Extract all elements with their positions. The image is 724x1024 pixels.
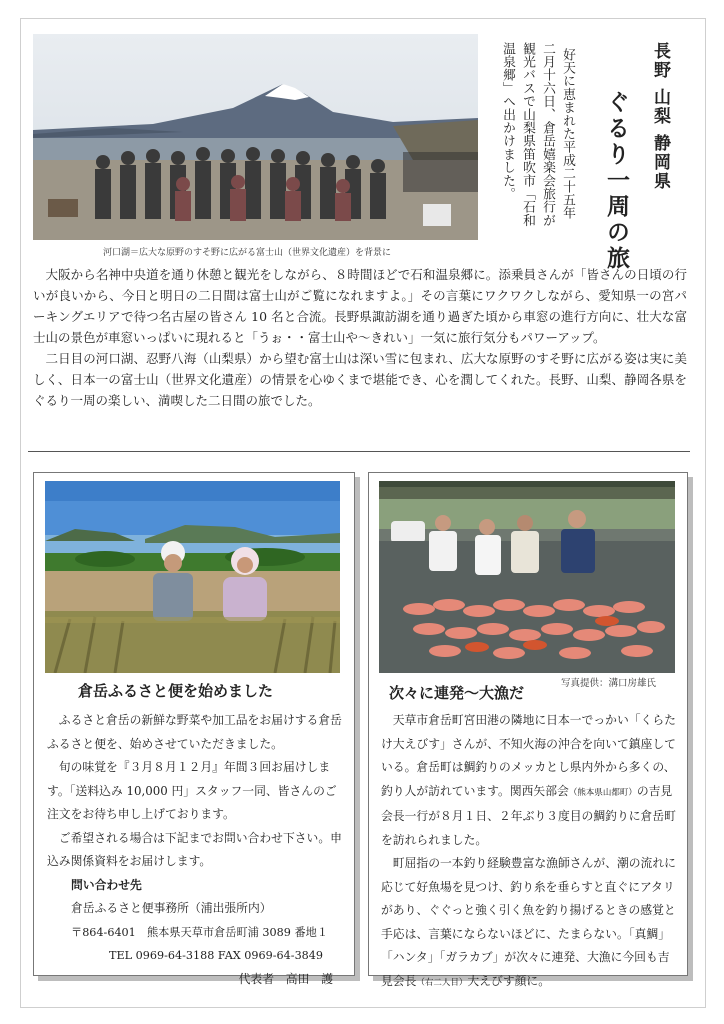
fishing-paragraph-1 — [381, 709, 677, 852]
furusato-paragraph-2: 旬の味覚を『３月８月１２月』年間３回お届けします。「送料込み 10,000 円」スタッフ一同、皆さんのご注文をお待ち申し上げております。 — [47, 760, 337, 821]
intro-line-1: 好天に恵まれた平成二十五年 — [560, 48, 575, 220]
fishing-p2-b: 大えびす顔に。 — [467, 973, 551, 988]
office-phone: TEL 0969-64-3188 FAX 0969-64-3849 — [109, 949, 324, 962]
main-article — [33, 264, 687, 411]
office-address: 〒864-6401 熊本県天草市倉岳町浦 3089 番地１ — [71, 925, 329, 939]
fishing-p1-a: 天草市倉岳町宮田港の隣地に日本一でっかい「くらたけ大えびす」さんが、不知火海の沖合を向いて鎮座している。倉岳町は鯛釣りのメッカとし県内外から多くの、釣り人が訪れています。関西矢部会 — [381, 713, 676, 798]
fishing-body — [381, 709, 677, 995]
office-representative: 代表者 高田 護 — [238, 971, 333, 986]
fishing-p1-b: の吉見会長一行が８月１日、２年ぶり３度目の鯛釣りに倉岳町を訪れられました。 — [381, 783, 676, 847]
photo-caption: 河口湖＝広大な原野のすそ野に広がる富士山（世界文化遺産）を背景に — [103, 248, 392, 258]
contact-label: 問い合わせ先 — [71, 877, 142, 892]
furusato-heading: 倉岳ふるさと便を始めました — [78, 682, 274, 700]
intro-line-3: 観光バスで山梨県笛吹市「石和 — [520, 42, 535, 227]
fishing-p2-a: 町屈指の一本釣り経験豊富な漁師さんが、潮の流れに応じて好魚場を見つけ、釣り糸を垂らすと直ぐにアタリがあり、ぐぐっと強く引く魚を釣り揚げるときの感覚と手応は、言葉にならないほどに、たまらない。「真鯛」「ハンタ」「ガラカブ」が次々に連発、大漁に今回も吉見会長 — [381, 856, 676, 988]
photo-credit: 写真提供：溝口房雄氏 — [561, 678, 657, 689]
fishing-p2-note: （右二人目） — [416, 977, 468, 988]
furusato-body — [47, 709, 345, 991]
intro-line-2: 二月十六日、倉岳嬉楽会旅行が — [540, 42, 555, 227]
furusato-paragraph-3: ご希望される場合は下記までお問い合わせ下さい。申込み関係資料をお届けします。 — [47, 830, 342, 868]
furusato-paragraph-1: ふるさと倉岳の新鮮な野菜や加工品をお届けする倉岳ふるさと便を、始めさせていただきました。 — [47, 713, 342, 751]
title-line-1: 長野 山梨 静岡県 — [650, 42, 670, 191]
article-paragraph-2: 二日目の河口湖、忍野八海（山梨県）から望む富士山は深い雪に包まれ、広大な原野のすそ野に広がる姿は実に美しく、日本一の富士山（世界文化遺産）の情景を心ゆくまで堪能でき、心を潤してくれた。長野、山梨、静岡各県をぐるり一周の楽しい、満喫した二日間の旅でした。 — [33, 351, 687, 408]
intro-line-4: 温泉郷」へ出かけました。 — [500, 42, 515, 201]
fishing-box — [368, 472, 688, 988]
fuji-group-photo — [33, 34, 478, 240]
farmers-photo — [45, 481, 340, 673]
fishing-catch-photo — [379, 481, 675, 673]
article-paragraph-1: 大阪から名神中央道を通り休憩と観光をしながら、８時間ほどで石和温泉郷に。添乗員さんが「皆さんの日頃の行いが良いから、今日と明日の二日間は富士山がご覧になれますよ。」その言葉にワクワクしながら、愛知県一の宮パーキングエリアで待つ名古屋の皆さん 10 名と合流。長野県諏訪湖を通り過ぎた頃から車窓の進行方向に、壮大な富士山の景色が車窓いっぱいに現れると「うぉ・・富士山や～きれい」一気に旅行気分もパワーアップ。 — [33, 267, 687, 345]
furusato-box — [33, 472, 355, 986]
fishing-paragraph-2 — [381, 852, 677, 995]
fishing-p1-note: （熊本県山都町） — [568, 787, 637, 798]
fishing-heading: 次々に連発～大漁だ — [389, 684, 525, 702]
section-divider — [28, 451, 690, 452]
title-line-2: ぐるり一周の旅 — [603, 90, 630, 272]
office-name: 倉岳ふるさと便事務所（浦出張所内） — [71, 901, 272, 915]
